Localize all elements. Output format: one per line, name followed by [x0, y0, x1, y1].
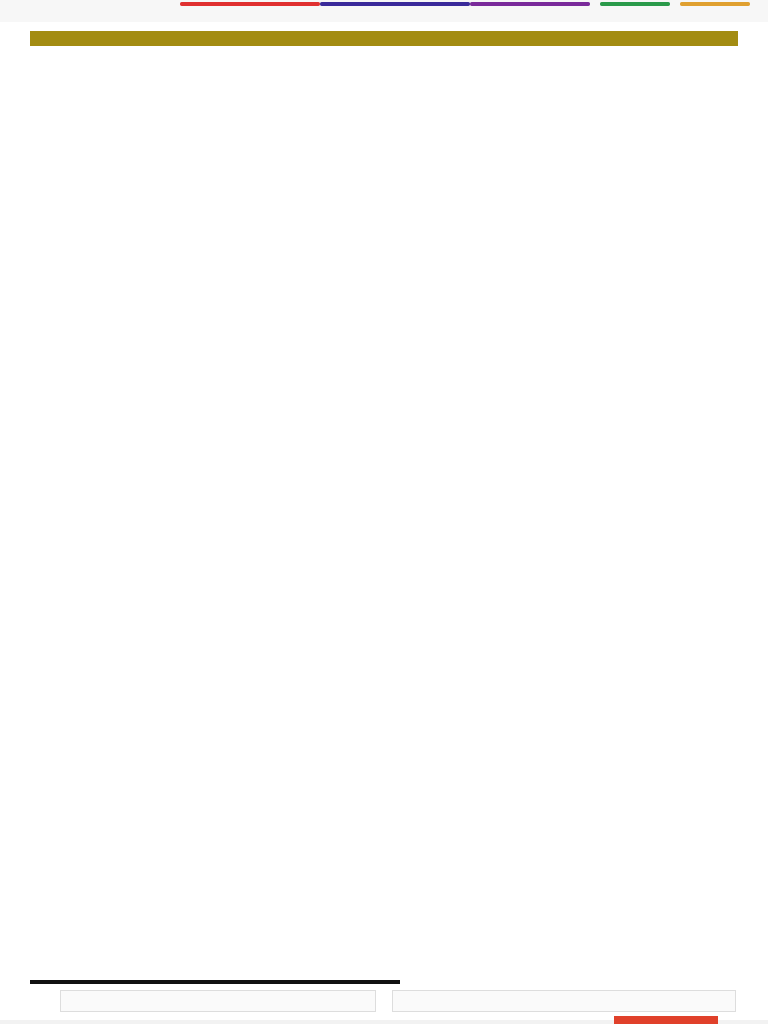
- bottom-action-button[interactable]: [614, 1016, 718, 1024]
- banner-stripe: [470, 2, 590, 6]
- banner-stripe: [320, 2, 470, 6]
- banner-stripe: [680, 2, 750, 6]
- article-body: [32, 192, 736, 847]
- section-title-bar: [30, 31, 738, 46]
- footer-card-left[interactable]: [60, 990, 376, 1012]
- footer-divider: [30, 980, 400, 984]
- main-nav: [0, 14, 768, 28]
- footer-card-right[interactable]: [392, 990, 736, 1012]
- banner-stripe: [180, 2, 320, 6]
- related-links-list: [32, 870, 736, 970]
- banner-stripe: [600, 2, 670, 6]
